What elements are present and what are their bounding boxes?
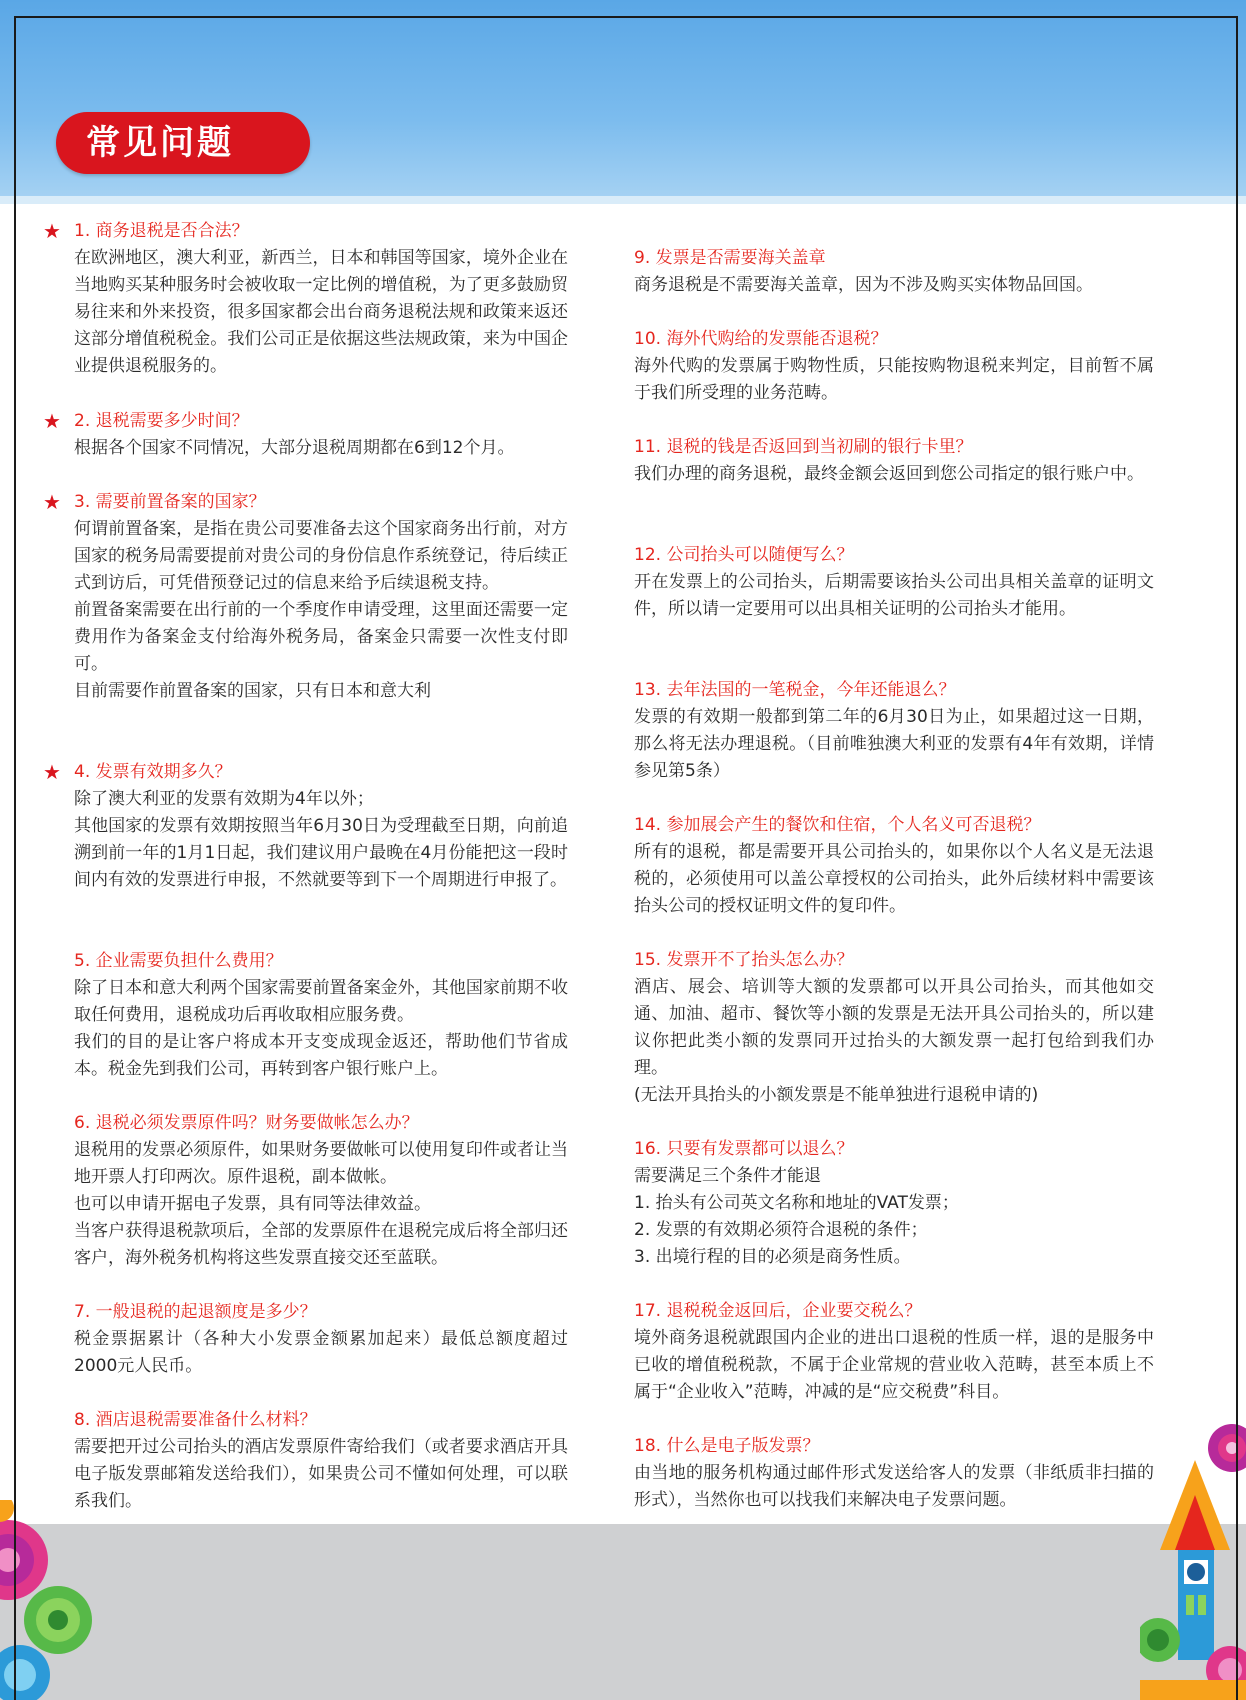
- faq-item: [634, 434, 1154, 542]
- faq-item: [43, 218, 568, 408]
- faq-question: 15. 发票开不了抬头怎么办？: [634, 950, 854, 970]
- faq-question: 5. 企业需要负担什么费用？: [74, 951, 283, 971]
- faq-question: 13. 去年法国的一笔税金，今年还能退么？: [634, 680, 956, 700]
- faq-item: [634, 812, 1154, 947]
- faq-question: ★ 4. 发票有效期多久？: [43, 760, 232, 784]
- star-icon: ★: [43, 409, 61, 433]
- star-icon: ★: [43, 490, 61, 514]
- faq-answer: 我们办理的商务退税，最终金额会返回到您公司指定的银行账户中。: [634, 464, 1144, 484]
- faq-question: 12. 公司抬头可以随便写么？: [634, 545, 854, 565]
- faq-item: [48, 1299, 568, 1407]
- faq-item: [634, 326, 1154, 434]
- faq-item: [48, 1407, 568, 1515]
- faq-item: [634, 1136, 1154, 1298]
- faq-item: [43, 408, 568, 489]
- faq-left-column: [43, 218, 568, 1515]
- faq-answer: 在欧洲地区，澳大利亚，新西兰，日本和韩国等国家，境外企业在当地购买某种服务时会被收取一定比例的增值税，为了更多鼓励贸易往来和外来投资，很多国家都会出台商务退税法规和政策来返还这部分增值税税金。我们公司正是依据这些法规政策，来为中国企业提供退税服务的。: [74, 248, 568, 376]
- faq-item: [634, 1298, 1154, 1433]
- faq-question: 10. 海外代购给的发票能否退税？: [634, 329, 888, 349]
- faq-right-column: [634, 245, 1154, 1514]
- faq-question: 8. 酒店退税需要准备什么材料？: [74, 1410, 317, 1430]
- faq-answer: 税金票据累计（各种大小发票金额累加起来）最低总额度超过2000元人民币。: [74, 1329, 568, 1376]
- footer-band: [0, 1524, 1246, 1700]
- faq-question: 6. 退税必须发票原件吗？财务要做帐怎么办？: [74, 1113, 419, 1133]
- page-title: 常见问题: [56, 112, 310, 174]
- faq-item: [634, 947, 1154, 1136]
- star-icon: ★: [43, 219, 61, 243]
- faq-question: 7. 一般退税的起退额度是多少？: [74, 1302, 317, 1322]
- faq-answer: 发票的有效期一般都到第二年的6月30日为止，如果超过这一日期，那么将无法办理退税。（目前唯独澳大利亚的发票有4年有效期，详情参见第5条）: [634, 707, 1154, 781]
- faq-answer: 何谓前置备案，是指在贵公司要准备去这个国家商务出行前，对方国家的税务局需要提前对贵公司的身份信息作系统登记，待后续正式到访后，可凭借预登记过的信息来给予后续退税支持。 前置备案需要在出行前的一个季度作申请受理，这里面还需要一定费用作为备案金支付给海外税务局，备案金只需要一次性支付即可。 目前需要作前置备案的国家，只有日本和意大利: [74, 519, 568, 701]
- faq-item: [48, 1110, 568, 1299]
- faq-question: 16. 只要有发票都可以退么？: [634, 1139, 854, 1159]
- faq-answer: 退税用的发票必须原件，如果财务要做帐可以使用复印件或者让当地开票人打印两次。原件退税，副本做帐。 也可以申请开据电子发票，具有同等法律效益。 当客户获得退税款项后，全部的发票原件在退税完成后将全部归还客户，海外税务机构将这些发票直接交还至蓝联。: [74, 1140, 568, 1268]
- faq-item: [43, 759, 568, 948]
- faq-answer: 海外代购的发票属于购物性质，只能按购物退税来判定，目前暂不属于我们所受理的业务范畴。: [634, 356, 1154, 403]
- swirl-decoration-left: [0, 1500, 110, 1700]
- faq-question: 17. 退税税金返回后，企业要交税么？: [634, 1301, 922, 1321]
- faq-answer: 开在发票上的公司抬头，后期需要该抬头公司出具相关盖章的证明文件，所以请一定要用可以出具相关证明的公司抬头才能用。: [634, 572, 1154, 619]
- faq-question: ★ 2. 退税需要多少时间？: [43, 409, 249, 433]
- faq-item: [634, 542, 1154, 677]
- faq-answer: 所有的退税，都是需要开具公司抬头的，如果你以个人名义是无法退税的，必须使用可以盖公章授权的公司抬头，此外后续材料中需要该抬头公司的授权证明文件的复印件。: [634, 842, 1154, 916]
- faq-question: 14. 参加展会产生的餐饮和住宿，个人名义可否退税？: [634, 815, 1041, 835]
- faq-answer: 除了日本和意大利两个国家需要前置备案金外，其他国家前期不收取任何费用，退税成功后再收取相应服务费。 我们的目的是让客户将成本开支变成现金返还，帮助他们节省成本。税金先到我们公司，再转到客户银行账户上。: [74, 978, 568, 1079]
- faq-answer: 酒店、展会、培训等大额的发票都可以开具公司抬头，而其他如交通、加油、超市、餐饮等小额的发票是无法开具公司抬头的，所以建议你把此类小额的发票同开过抬头的大额发票一起打包给到我们办理。 (无法开具抬头的小额发票是不能单独进行退税申请的): [634, 977, 1154, 1105]
- faq-item: [634, 677, 1154, 812]
- faq-question: ★ 3. 需要前置备案的国家？: [43, 490, 266, 514]
- faq-item: [634, 245, 1154, 326]
- faq-answer: 境外商务退税就跟国内企业的进出口退税的性质一样，退的是服务中已收的增值税税款，不属于企业常规的营业收入范畴，甚至本质上不属于“企业收入”范畴，冲减的是“应交税费”科目。: [634, 1328, 1154, 1402]
- faq-answer: 需要把开过公司抬头的酒店发票原件寄给我们（或者要求酒店开具电子版发票邮箱发送给我们），如果贵公司不懂如何处理，可以联系我们。: [74, 1437, 568, 1511]
- star-icon: ★: [43, 760, 61, 784]
- faq-answer: 商务退税是不需要海关盖章，因为不涉及购买实体物品回国。: [634, 275, 1093, 295]
- landmark-decoration-right: [1140, 1420, 1246, 1700]
- faq-answer: 根据各个国家不同情况，大部分退税周期都在6到12个月。: [74, 438, 515, 458]
- header-divider: [0, 196, 1246, 204]
- faq-answer: 除了澳大利亚的发票有效期为4年以外； 其他国家的发票有效期按照当年6月30日为受理截至日期，向前追溯到前一年的1月1日起，我们建议用户最晚在4月份能把这一段时间内有效的发票进行申报，不然就要等到下一个周期进行申报了。: [74, 789, 568, 890]
- faq-item: [48, 948, 568, 1110]
- faq-item: [43, 489, 568, 759]
- faq-question: 11. 退税的钱是否返回到当初刷的银行卡里？: [634, 437, 973, 457]
- faq-question: 9. 发票是否需要海关盖章: [634, 248, 826, 268]
- faq-answer: 由当地的服务机构通过邮件形式发送给客人的发票（非纸质非扫描的形式），当然你也可以找我们来解决电子发票问题。: [634, 1463, 1154, 1510]
- faq-question: ★ 1. 商务退税是否合法？: [43, 219, 249, 243]
- faq-item: [634, 1433, 1154, 1514]
- faq-answer: 需要满足三个条件才能退 1. 抬头有公司英文名称和地址的VAT发票； 2. 发票的有效期必须符合退税的条件； 3. 出境行程的目的必须是商务性质。: [634, 1166, 959, 1267]
- faq-question: 18. 什么是电子版发票？: [634, 1436, 820, 1456]
